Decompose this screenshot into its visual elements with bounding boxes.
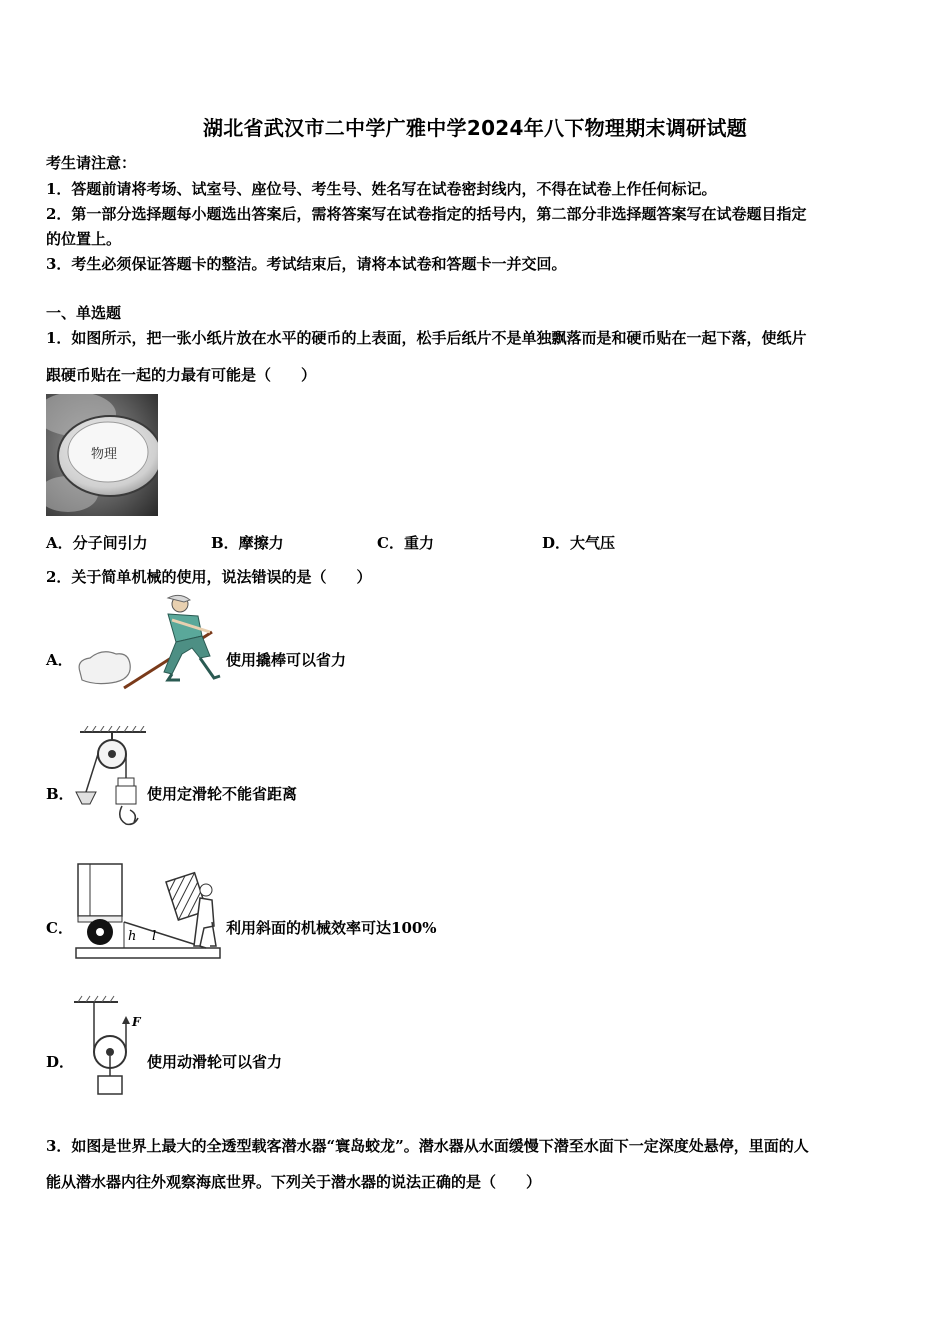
q2-option-b-text: 使用定滑轮不能省距离	[147, 785, 298, 803]
q2-option-d-text: 使用动滑轮可以省力	[147, 1053, 283, 1071]
page-title: 湖北省武汉市二中学广雅中学2024年八下物理期末调研试题	[202, 116, 748, 140]
q3-stem-line2: 能从潜水器内往外观察海底世界。下列关于潜水器的说法正确的是（ ）	[46, 1173, 542, 1191]
q1-option-a: A．分子间引力	[46, 534, 148, 552]
incline-figure	[74, 862, 224, 960]
notice-item: 2．第一部分选择题每小题选出答案后，需将答案写在试卷指定的括号内，第二部分非选择题答案写在试卷题目指定	[46, 205, 807, 223]
q3-stem-line1: 3．如图是世界上最大的全透型载客潜水器“寰岛蛟龙”。潜水器从水面缓慢下潜至水面下一定深度处悬停，里面的人	[46, 1137, 809, 1155]
q2-option-c-text: 利用斜面的机械效率可达100%	[226, 919, 437, 937]
fixed-pulley-figure	[72, 726, 150, 830]
q2-option-d-letter: D．	[46, 1053, 75, 1071]
q1-stem-line1: 1．如图所示，把一张小纸片放在水平的硬币的上表面，松手后纸片不是单独飘落而是和硬币贴在一起下落，使纸片	[46, 329, 807, 347]
coin-photo	[46, 394, 158, 516]
coin-label: 物理	[90, 447, 118, 462]
notice-item: 的位置上。	[46, 230, 122, 248]
incline-h-label: h	[128, 929, 137, 944]
q1-option-b: B．摩擦力	[211, 534, 284, 552]
notice-item: 1．答题前请将考场、试室号、座位号、考生号、姓名写在试卷密封线内，不得在试卷上作任何标记。	[46, 180, 717, 198]
notice-item: 3．考生必须保证答题卡的整洁。考试结束后，请将本试卷和答题卡一并交回。	[46, 255, 567, 273]
force-label: F	[132, 1015, 141, 1029]
q2-option-a-text: 使用撬棒可以省力	[226, 651, 347, 669]
q1-option-c: C．重力	[377, 534, 434, 552]
q2-option-b-letter: B．	[46, 785, 74, 803]
crowbar-figure	[72, 594, 224, 692]
incline-l-label: l	[152, 929, 157, 944]
movable-pulley-figure	[72, 994, 148, 1098]
notice-heading: 考生请注意：	[46, 154, 137, 172]
q2-option-c-letter: C．	[46, 919, 73, 937]
q2-option-a-letter: A．	[46, 651, 73, 669]
q1-stem-line2: 跟硬币贴在一起的力最有可能是（ ）	[46, 366, 317, 384]
section-heading: 一、单选题	[46, 304, 122, 322]
q1-option-d: D．大气压	[542, 534, 616, 552]
q2-stem: 2．关于简单机械的使用，说法错误的是（ ）	[46, 568, 372, 586]
